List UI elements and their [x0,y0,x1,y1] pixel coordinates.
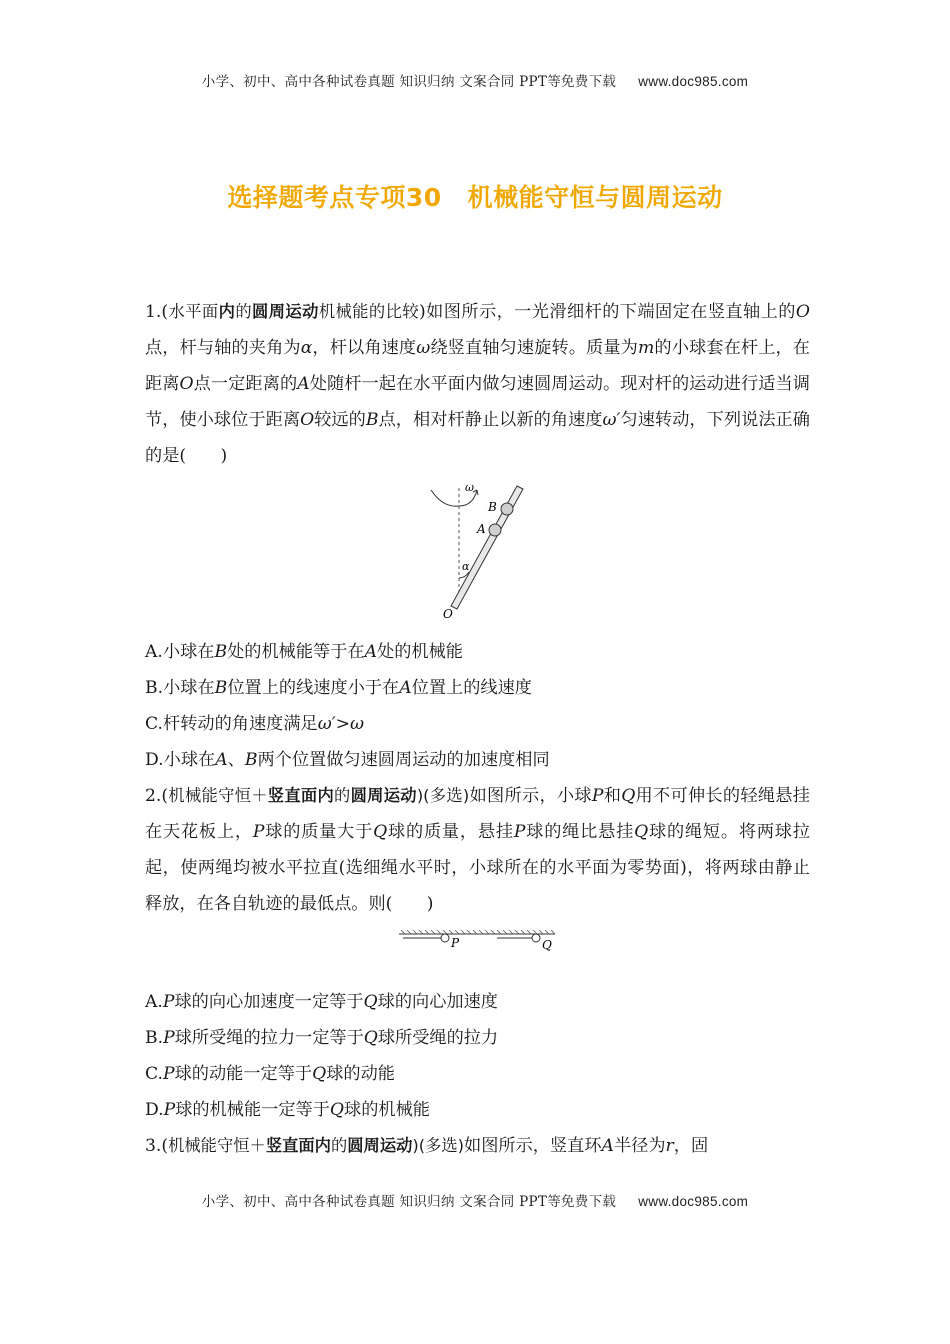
q1-option-a: A.小球在B处的机械能等于在A处的机械能 [145,642,463,662]
page-header [0,70,950,90]
q1-option-c: C.杆转动的角速度满足ω′>ω [145,714,365,734]
question-1-stem: 1.(水平面内的圆周运动机械能的比较)如图所示，一光滑细杆的下端固定在竖直轴上的O点，杆与轴的夹角为α，杆以角速度ω绕竖直轴匀速旋转。质量为m的小球套在杆上，在距离O点一定距离的A处随杆一起在水平面内做匀速圆周运动。现对杆的运动进行适当调节，使小球位于距离O较远的B点，相对杆静止以新的角速度ω′匀速转动，下列说法正确的是( ) [145,302,810,466]
q1-option-d: D.小球在A、B两个位置做匀速圆周运动的加速度相同 [145,750,550,770]
title-part1: 选择题考点专项30 [227,183,442,212]
q2-option-d: D.P球的机械能一定等于Q球的机械能 [145,1100,430,1120]
header-site: www.doc985.com [638,74,749,89]
question-2-stem: 2.(机械能守恒＋竖直面内的圆周运动)(多选)如图所示，小球P和Q用不可伸长的轻绳悬挂在天花板上，P球的质量大于Q球的质量，悬挂P球的绳比悬挂Q球的绳短。将两球拉起，使两绳均被水平拉直(选细绳水平时，小球所在的水平面为零势面)，将两球由静止释放，在各自轨迹的最低点。则( ) [145,786,810,914]
label-a: A [477,522,486,536]
label-b: B [488,500,497,514]
label-alpha: α [462,560,470,573]
header-text: 小学、初中、高中各种试卷真题 知识归纳 文案合同 PPT等免费下载 [201,74,617,90]
q2-option-a: A.P球的向心加速度一定等于Q球的向心加速度 [145,992,498,1012]
label-q: Q [542,938,552,952]
footer-site: www.doc985.com [638,1194,749,1209]
page-footer [0,1190,950,1210]
ceiling-diagram-svg [397,930,557,960]
ceiling-figure [145,922,810,984]
label-o: O [443,607,453,621]
footer-text: 小学、初中、高中各种试卷真题 知识归纳 文案合同 PPT等免费下载 [201,1194,617,1210]
q2-option-b: B.P球所受绳的拉力一定等于Q球所受绳的拉力 [145,1028,499,1048]
label-omega: ω [465,482,474,494]
q2-option-c: C.P球的动能一定等于Q球的动能 [145,1064,395,1084]
rod-figure [145,482,810,634]
page-title [0,178,950,214]
question-3-stem: 3.(机械能守恒＋竖直面内的圆周运动)(多选)如图所示，竖直环A半径为r，固 [145,1136,709,1156]
main-content [145,294,810,1164]
rod-diagram-svg [413,482,553,632]
label-p: P [451,936,460,950]
title-part2: 机械能守恒与圆周运动 [467,183,723,212]
q1-option-b: B.小球在B位置上的线速度小于在A位置上的线速度 [145,678,532,698]
